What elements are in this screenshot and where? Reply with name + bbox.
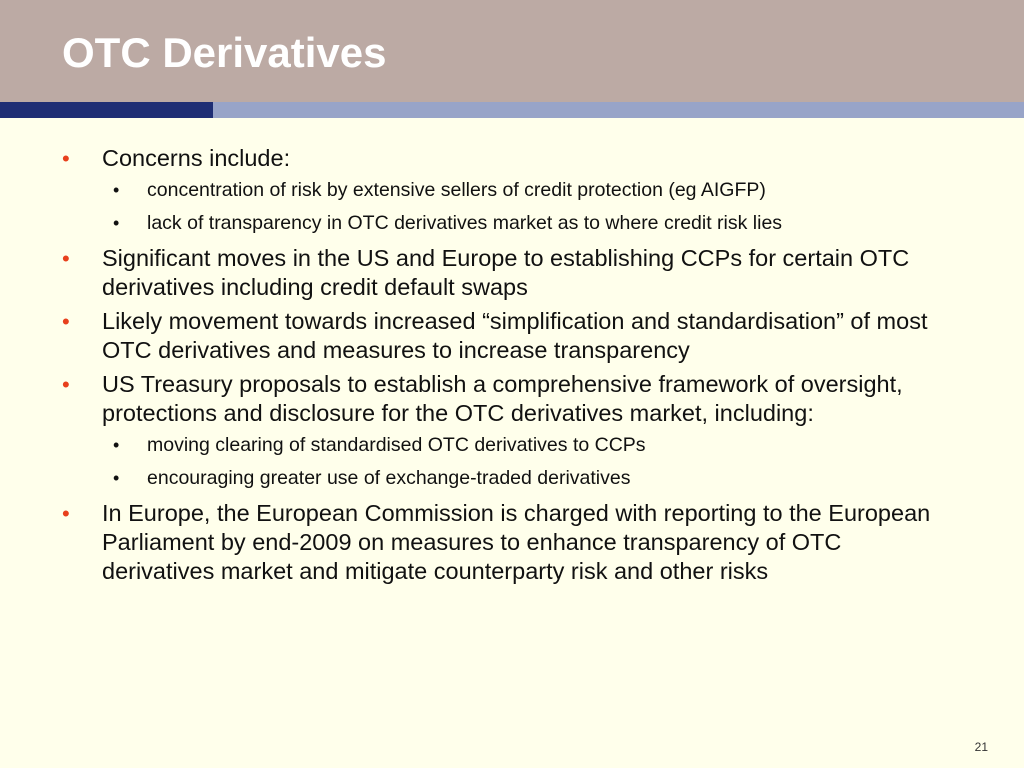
slide-title: OTC Derivatives: [62, 29, 387, 76]
bullet-item: [0, 499, 1024, 586]
sub-bullet-text: moving clearing of standardised OTC derivatives to CCPs: [147, 434, 646, 456]
bullet-dot-icon: •: [62, 146, 70, 171]
bullet-dot-icon: •: [62, 246, 70, 271]
sub-bullet-item: [0, 433, 1024, 457]
sub-bullet-item: [0, 211, 1024, 235]
sub-bullet-text: concentration of risk by extensive sellers of credit protection (eg AIGFP): [147, 179, 766, 201]
sub-bullet-text: lack of transparency in OTC derivatives market as to where credit risk lies: [147, 212, 783, 234]
bullet-dot-icon: •: [62, 372, 70, 397]
bullet-item: [0, 244, 1024, 302]
sub-bullet-dot-icon: •: [113, 468, 120, 488]
sub-bullet-dot-icon: •: [113, 435, 120, 455]
bullet-item: [0, 144, 1024, 173]
bullet-dot-icon: •: [62, 501, 70, 526]
bullet-text: Significant moves in the US and Europe to establishing CCPs for certain OTC derivatives including credit default swaps: [102, 245, 910, 300]
bullet-item: [0, 307, 1024, 365]
page-number: 21: [974, 740, 988, 754]
bullet-text: Likely movement towards increased “simplification and standardisation” of most OTC derivatives and measures to increase transparency: [102, 308, 928, 363]
sub-bullet-item: [0, 466, 1024, 490]
bullet-text: Concerns include:: [102, 145, 291, 171]
accent-stripe-light: [213, 102, 1024, 118]
accent-stripe-dark: [0, 102, 213, 118]
bullet-text: US Treasury proposals to establish a comprehensive framework of oversight, protections and disclosure for the OTC derivatives market, including:: [102, 371, 903, 426]
bullet-dot-icon: •: [62, 309, 70, 334]
bullet-item: [0, 370, 1024, 428]
sub-bullet-item: [0, 178, 1024, 202]
sub-bullet-dot-icon: •: [113, 213, 120, 233]
bullet-list: [0, 144, 1024, 591]
title-bar: [0, 0, 1024, 102]
sub-bullet-text: encouraging greater use of exchange-traded derivatives: [147, 467, 631, 489]
bullet-text: In Europe, the European Commission is charged with reporting to the European Parliament by end-2009 on measures to enhance transparency of OTC derivatives market and mitigate counterparty risk and other risks: [102, 500, 931, 584]
sub-bullet-dot-icon: •: [113, 180, 120, 200]
